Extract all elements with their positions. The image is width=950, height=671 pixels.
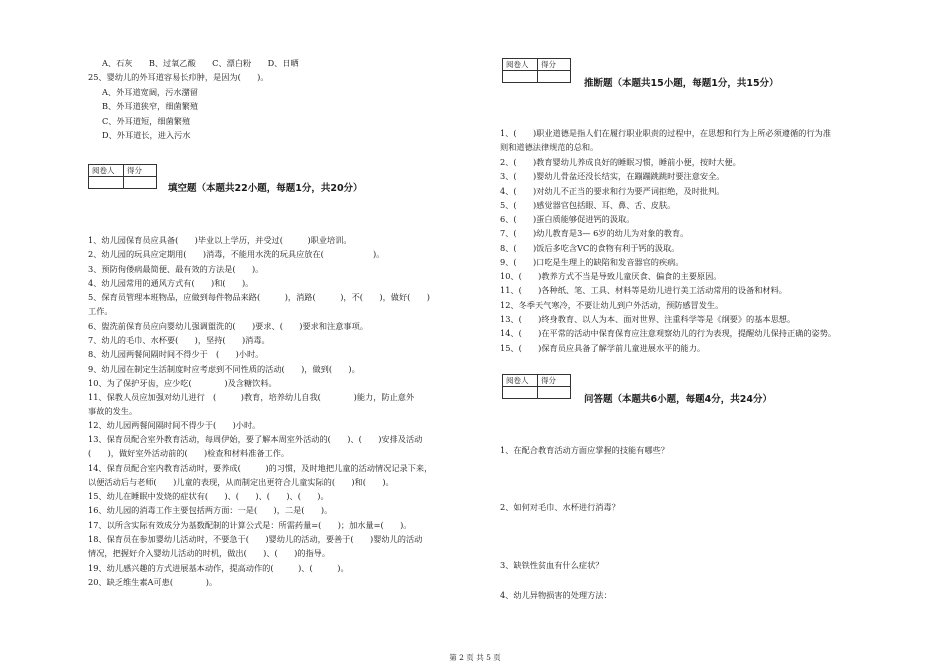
fill-question-line: 8、幼儿园两餐间隔时间不得少于 ( )小时。	[88, 349, 264, 359]
judge-question-line: 10、( )教养方式不当是导致儿童厌食、偏食的主要原因。	[500, 271, 722, 281]
fill-question-line: 15、幼儿在睡眠中发烧的症状有( )、( )、( )、( )。	[88, 491, 329, 501]
score-label: 得分	[124, 165, 157, 177]
fill-question-line: 12、幼儿园两餐间隔时间不得少于( )小时。	[88, 420, 261, 430]
fill-question-line: 16、幼儿园的消毒工作主要包括两方面：一是( )，二是( )。	[88, 505, 333, 515]
score-cell[interactable]	[538, 71, 571, 83]
reviewer-cell[interactable]	[503, 387, 538, 399]
fill-question-line: 工作。	[88, 306, 113, 316]
reviewer-label: 阅卷人	[503, 59, 538, 71]
judge-question-line: 13、( )终身教育、以人为本、面对世界、注重科学等是《纲要》的基本思想。	[500, 314, 796, 324]
fill-question-line: 2、幼儿园的玩具应定期用( )消毒，不能用水洗的玩具应放在( )。	[88, 249, 385, 259]
fill-question-line: 4、幼儿园常用的通风方式有( )和( )。	[88, 278, 254, 288]
q25-stem: 25、婴幼儿的外耳道容易长疖肿，是因为( )。	[88, 72, 269, 82]
reviewer-cell[interactable]	[503, 71, 538, 83]
score-box-judge	[502, 58, 571, 83]
fill-question-line: 14、保育员配合室内教育活动时，要养成( )的习惯，及时地把儿童的活动情况记录下来，	[88, 463, 433, 473]
reviewer-label: 阅卷人	[89, 165, 124, 177]
fill-question-line: ( )，做好室外活动前的( )检查和材料准备工作。	[88, 448, 290, 458]
fill-section-title: 填空题（本题共22小题，每题1分，共20分）	[168, 183, 363, 194]
fill-question-line: 17、以所含实际有效成分为基数配制的计算公式是：所需药量=( )；加水量=( )。	[88, 520, 412, 530]
judge-question-line: 11、( )各种纸、笔、工具、材料等是幼儿进行美工活动常用的设备和材料。	[500, 285, 787, 295]
judge-question-line: 15、( )保育员应具备了解学前儿童进展水平的能力。	[500, 343, 706, 353]
fill-question-line: 13、保育员配合室外教育活动，每周伊始，要了解本周室外活动的( )、( )安排及活动	[88, 434, 423, 444]
qa-question-1: 1、在配合教育活动方面应掌握的技能有哪些？	[500, 445, 669, 455]
qa-question-2: 2、如何对毛巾、水杯进行消毒？	[500, 502, 620, 512]
qa-question-3: 3、缺铁性贫血有什么症状？	[500, 560, 604, 570]
fill-question-line: 6、盥洗前保育员应向婴幼儿强调盥洗的( )要求、( )要求和注意事项。	[88, 321, 368, 331]
fill-question-line: 11、保教人员应加强对幼儿进行 ( )教育，培养幼儿自我( )能力，防止意外	[88, 392, 415, 402]
judge-question-line: 7、( )幼儿教育是3— 6岁的幼儿为对象的教育。	[500, 228, 689, 238]
page-footer: 第 2 页 共 5 页	[449, 653, 501, 662]
judge-question-line: 则和道德法律规范的总和。	[500, 142, 599, 152]
score-label: 得分	[538, 375, 571, 387]
judge-question-line: 2、( )教育婴幼儿养成良好的睡眠习惯，睡前小便，按时大便。	[500, 157, 741, 167]
fill-question-line: 事故的发生。	[88, 406, 138, 416]
fill-question-line: 9、幼儿园在制定生活制度时应考虑到不同性质的活动( )，做到( )。	[88, 364, 360, 374]
judge-question-line: 3、( )婴幼儿骨盆还没长结实，在蹦蹦跳跳时要注意安全。	[500, 171, 725, 181]
judge-question-line: 14、( )在平常的活动中保育保育应注意观察幼儿的行为表现，提醒幼儿保持正确的姿势。	[500, 328, 837, 338]
score-box-qa	[502, 374, 571, 399]
q25-option-b: B、外耳道狭窄，细菌繁殖	[102, 101, 199, 111]
reviewer-label: 阅卷人	[503, 375, 538, 387]
fill-question-line: 18、保育员在参加婴幼儿活动时，不要急于( )婴幼儿的活动，要善于( )婴幼儿的活动	[88, 534, 423, 544]
q25-option-d: D、外耳道长，进入污水	[102, 130, 191, 140]
reviewer-cell[interactable]	[89, 177, 124, 189]
score-label: 得分	[538, 59, 571, 71]
fill-question-line: 1、幼儿园保育员应具备( )毕业以上学历，并受过( )职业培训。	[88, 235, 352, 245]
judge-question-line: 5、( )感觉器官包括眼、耳、鼻、舌、皮肤。	[500, 200, 676, 210]
qa-section-title: 问答题（本题共6小题，每题4分，共24分）	[584, 394, 772, 405]
fill-question-line: 10、为了保护牙齿，应少吃( )及含糖饮料。	[88, 378, 277, 388]
judge-question-line: 12、冬季天气寒冷，不要让幼儿到户外活动，预防感冒发生。	[500, 300, 724, 310]
score-cell[interactable]	[124, 177, 157, 189]
judge-question-line: 9、( )口吃是生理上的缺陷和发音器官的疾病。	[500, 257, 684, 267]
score-cell[interactable]	[538, 387, 571, 399]
q25-option-c: C、外耳道短，细菌繁殖	[102, 116, 191, 126]
fill-question-line: 20、缺乏维生素A可患( )。	[88, 577, 218, 587]
fill-question-line: 19、幼儿感兴趣的方式进展基本动作，提高动作的( )、( )。	[88, 563, 349, 573]
fill-question-line: 3、预防佝偻病最简便、最有效的方法是( )。	[88, 264, 264, 274]
fill-question-line: 7、幼儿的毛巾、水杯要( )，坚持( )消毒。	[88, 335, 270, 345]
fill-question-line: 情况，把握好介入婴幼儿活动的时机，做出( )、( )的指导。	[88, 548, 331, 558]
judge-question-line: 6、( )蛋白质能够促进钙的汲取。	[500, 214, 635, 224]
q25-option-a: A、外耳道宽阔，污水潴留	[102, 87, 198, 97]
judge-section-title: 推断题（本题共15小题，每题1分，共15分）	[584, 78, 779, 89]
q24-options: A、石灰 B、过氧乙酸 C、漂白粉 D、日晒	[102, 58, 299, 68]
qa-question-4: 4、幼儿异物损害的处理方法：	[500, 590, 612, 600]
score-box-fill	[88, 164, 157, 189]
fill-question-line: 5、保育员管理本班物品，应做到每件物品来路( )，消路( )，不( )，做好( )	[88, 292, 430, 302]
judge-question-line: 8、( )饭后多吃含VC的食物有利于钙的汲取。	[500, 243, 680, 253]
judge-question-line: 1、( )职业道德是指人们在履行职业职责的过程中，在思想和行为上所必须遵循的行为准	[500, 128, 831, 138]
fill-question-line: 以便活动后与老师( )儿童的表现，从而制定出更符合儿童实际的( )和( )。	[88, 477, 394, 487]
judge-question-line: 4、( )对幼儿不正当的要求和行为要严词拒绝，及时批判。	[500, 186, 725, 196]
